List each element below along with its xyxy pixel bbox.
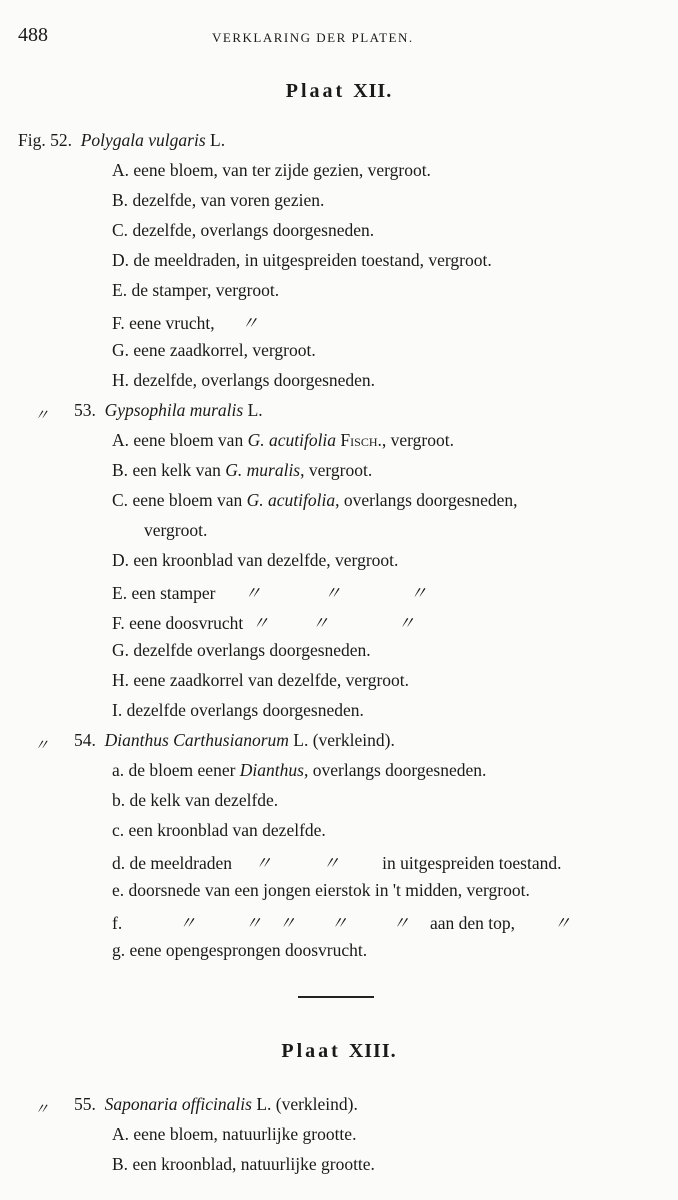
item-letter: B. — [112, 460, 129, 480]
species-name: Saponaria officinalis — [104, 1094, 252, 1114]
item-letter: F. — [112, 313, 125, 333]
list-item — [112, 430, 454, 451]
item-letter: D. — [112, 550, 130, 570]
ditto-mark: 〃 — [409, 583, 428, 603]
list-item — [112, 490, 518, 511]
list-item — [112, 760, 486, 781]
species-author: Fisch. — [340, 430, 382, 450]
item-text: een stamper — [131, 583, 216, 603]
item-text: eene bloem, natuurlijke grootte. — [133, 1124, 357, 1144]
ditto-mark: 〃 — [323, 583, 342, 603]
item-text: eene zaadkorrel, vergroot. — [133, 340, 316, 360]
item-text: eene bloem van — [132, 490, 243, 510]
item-letter: e. — [112, 880, 125, 900]
list-item — [112, 820, 326, 841]
species-author: L. (verkleind). — [256, 1094, 358, 1114]
item-text: een kroonblad van dezelfde, vergroot. — [133, 550, 399, 570]
ditto-mark: 〃 — [330, 913, 348, 933]
item-text: de kelk van dezelfde. — [129, 790, 279, 810]
species-name: Dianthus Carthusianorum — [104, 730, 289, 750]
ditto-mark: 〃 — [278, 913, 296, 933]
ditto-mark: 〃 — [178, 913, 197, 933]
item-letter: f. — [112, 913, 123, 933]
item-letter: B. — [112, 190, 129, 210]
item-text: de stamper, vergroot. — [131, 280, 280, 300]
species-name: G. acutifolia — [247, 430, 337, 450]
ditto-mark: 〃 — [392, 913, 410, 933]
figure-53-heading — [74, 400, 263, 421]
item-letter: a. — [112, 760, 125, 780]
ditto-mark: 〃 — [34, 736, 50, 754]
page-header — [0, 24, 678, 52]
ditto-mark: 〃 — [311, 613, 330, 633]
figure-prefix: Fig. 52. — [18, 130, 72, 150]
item-text: dezelfde, overlangs doorgesneden. — [132, 220, 375, 240]
list-item — [112, 790, 278, 811]
item-text: aan den top, — [429, 913, 515, 933]
item-text: de meeldraden, in uitgespreiden toestand, vergroot. — [133, 250, 492, 270]
item-text: , overlangs doorgesneden, — [335, 490, 518, 510]
ditto-mark: 〃 — [240, 313, 259, 333]
item-letter: c. — [112, 820, 125, 840]
plate-word: Plaat — [281, 1040, 341, 1062]
figure-52-heading — [18, 130, 225, 151]
page-number: 488 — [18, 24, 48, 46]
list-item — [112, 880, 530, 901]
item-text: een kelk van — [132, 460, 221, 480]
item-text: een kroonblad van dezelfde. — [128, 820, 326, 840]
item-letter: C. — [112, 490, 129, 510]
figure-54-heading — [74, 730, 395, 751]
list-item — [112, 940, 367, 961]
list-item — [112, 280, 279, 301]
item-letter: E. — [112, 583, 128, 603]
figure-prefix: 54. — [74, 730, 96, 750]
plate-word: Plaat — [285, 80, 346, 102]
list-item — [112, 670, 409, 691]
item-text: , overlangs doorgesneden. — [303, 760, 487, 780]
ditto-mark: 〃 — [254, 853, 272, 873]
item-letter: C. — [112, 220, 129, 240]
item-text: in uitgespreiden toestand. — [382, 853, 562, 873]
item-letter: G. — [112, 640, 130, 660]
item-letter: A. — [112, 160, 130, 180]
ditto-mark: 〃 — [243, 583, 262, 603]
list-item — [112, 340, 316, 361]
list-item — [112, 190, 324, 211]
list-item — [112, 610, 415, 635]
list-item — [112, 700, 364, 721]
species-name: Polygala vulgaris — [80, 130, 206, 150]
list-item — [112, 850, 561, 875]
list-item — [112, 370, 375, 391]
item-letter: F. — [112, 613, 125, 633]
item-letter: g. — [112, 940, 126, 960]
list-item — [112, 250, 492, 271]
figure-prefix: 53. — [74, 400, 96, 420]
ditto-mark: 〃 — [244, 913, 262, 933]
item-text: , vergroot. — [300, 460, 373, 480]
list-item — [112, 580, 427, 605]
list-item-continuation: vergroot. — [144, 520, 208, 540]
figure-55-heading — [74, 1094, 358, 1115]
item-text: eene vrucht, — [129, 313, 215, 333]
ditto-mark: 〃 — [322, 853, 340, 873]
list-item — [112, 640, 371, 661]
species-author: L. — [210, 130, 226, 150]
list-item — [112, 310, 258, 335]
item-text: de meeldraden — [129, 853, 233, 873]
list-item — [112, 1154, 375, 1175]
ditto-mark: 〃 — [34, 406, 50, 424]
list-item — [112, 220, 374, 241]
item-text: een kroonblad, natuurlijke grootte. — [132, 1154, 375, 1174]
item-letter: b. — [112, 790, 126, 810]
item-letter: E. — [112, 280, 128, 300]
plate-heading-xii — [0, 80, 678, 103]
species-name: Gypsophila muralis — [104, 400, 244, 420]
item-text: eene zaadkorrel van dezelfde, vergroot. — [133, 670, 410, 690]
ditto-mark: 〃 — [553, 913, 571, 933]
list-item — [112, 550, 398, 571]
item-text: , vergroot. — [381, 430, 454, 450]
item-letter: H. — [112, 370, 130, 390]
plate-number: XIII. — [348, 1040, 397, 1062]
item-text: eene opengesprongen doosvrucht. — [129, 940, 368, 960]
figure-prefix: 55. — [74, 1094, 96, 1114]
item-text: eene bloem, van ter zijde gezien, vergroot. — [133, 160, 431, 180]
running-title: VERKLARING DER PLATEN. — [212, 30, 414, 45]
item-letter: B. — [112, 1154, 129, 1174]
item-letter: I. — [112, 700, 123, 720]
plate-number: XII. — [353, 80, 393, 102]
species-name: G. muralis — [225, 460, 301, 480]
species-author: L. (verkleind). — [293, 730, 395, 750]
section-divider — [298, 996, 374, 998]
item-text: de bloem eener — [128, 760, 236, 780]
item-text: dezelfde, van voren gezien. — [132, 190, 325, 210]
item-text: eene bloem van — [133, 430, 244, 450]
item-letter: A. — [112, 430, 130, 450]
item-text: dezelfde overlangs doorgesneden. — [133, 640, 371, 660]
species-name: G. acutifolia — [246, 490, 336, 510]
list-item — [112, 460, 372, 481]
item-letter: A. — [112, 1124, 130, 1144]
item-text: dezelfde, overlangs doorgesneden. — [133, 370, 376, 390]
item-letter: H. — [112, 670, 130, 690]
item-letter: D. — [112, 250, 130, 270]
ditto-mark: 〃 — [34, 1100, 50, 1118]
ditto-mark: 〃 — [397, 613, 415, 633]
item-text: eene doosvrucht — [129, 613, 244, 633]
species-author: L. — [247, 400, 263, 420]
item-letter: d. — [112, 853, 126, 873]
item-letter: G. — [112, 340, 130, 360]
list-item — [112, 1124, 356, 1145]
list-item — [112, 910, 571, 935]
item-text: dezelfde overlangs doorgesneden. — [126, 700, 364, 720]
plate-heading-xiii — [0, 1040, 678, 1063]
item-text: doorsnede van een jongen eierstok in 't midden, vergroot. — [128, 880, 530, 900]
ditto-mark: 〃 — [251, 613, 270, 633]
list-item — [112, 160, 431, 181]
species-name: Dianthus — [239, 760, 304, 780]
